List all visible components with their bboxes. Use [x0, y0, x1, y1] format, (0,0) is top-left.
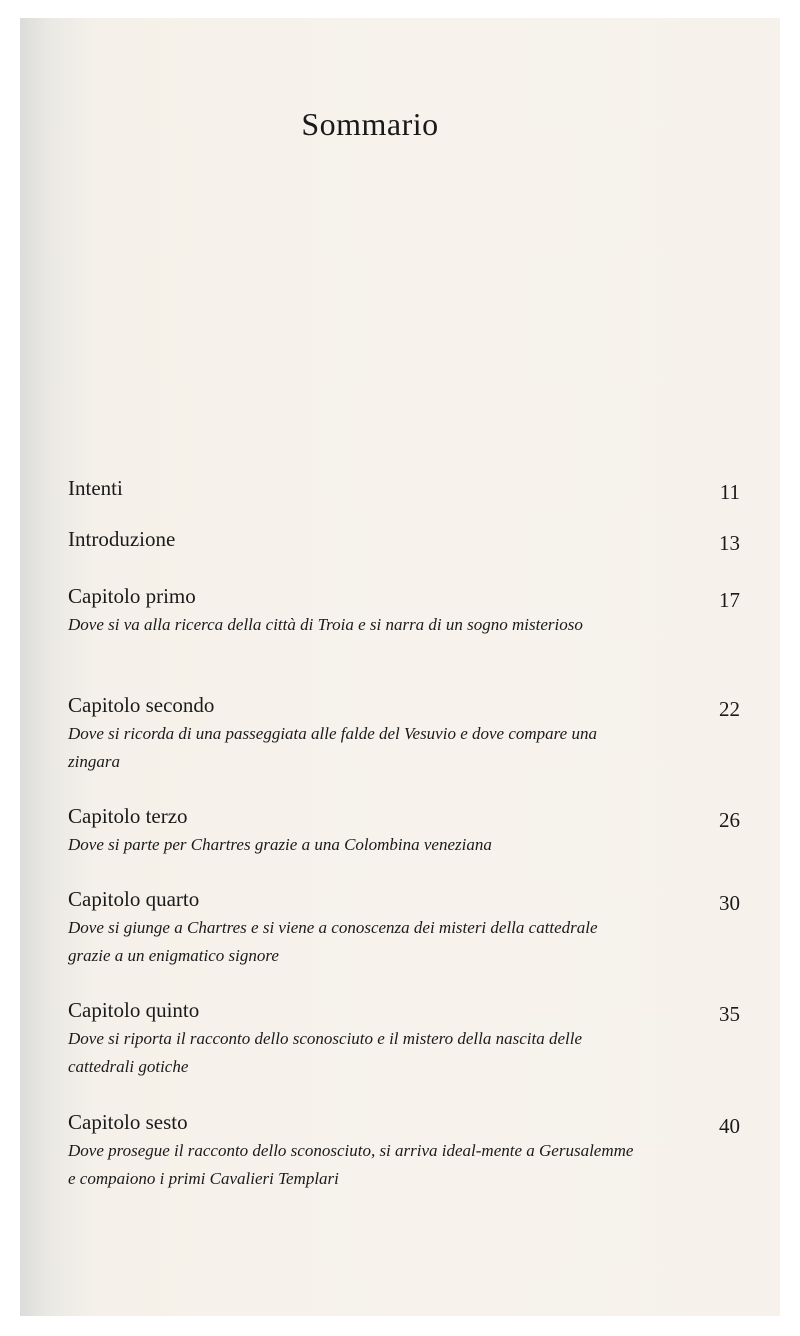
- entry-page-number: 30: [719, 891, 740, 915]
- entry-description: Dove si riporta il racconto dello sconosciuto e il mistero della nascita delle cattedrali gotiche: [68, 1029, 583, 1076]
- entry-description: Dove si ricorda di una passeggiata alle falde del Vesuvio e dove compare una zingara: [68, 724, 597, 771]
- toc-entry-capitolo-secondo: [68, 690, 740, 776]
- entry-description: Dove prosegue il racconto dello sconosciuto, si arriva ideal-mente a Gerusalemme e compaiono i primi Cavalieri Templari: [68, 1141, 634, 1188]
- entry-page-number: 26: [719, 808, 740, 832]
- toc-entry-intenti: [68, 473, 740, 503]
- entry-title: Capitolo sesto: [68, 1110, 188, 1134]
- entry-title: Introduzione: [68, 527, 176, 551]
- entry-page-number: 35: [719, 1002, 740, 1026]
- entry-page-number: 11: [719, 480, 740, 504]
- toc-entry-capitolo-sesto: [68, 1107, 740, 1193]
- entry-description: Dove si giunge a Chartres e si viene a conoscenza dei misteri della cattedrale grazie a un enigmatico signore: [68, 918, 598, 965]
- entry-title: Capitolo secondo: [68, 693, 215, 717]
- entry-page-number: 22: [719, 697, 740, 721]
- entry-page-number: 17: [719, 588, 740, 612]
- entry-title: Capitolo primo: [68, 584, 196, 608]
- entry-page-number: 13: [719, 531, 740, 555]
- entry-description: Dove si parte per Chartres grazie a una Colombina veneziana: [68, 835, 492, 854]
- toc-entry-capitolo-primo: [68, 581, 740, 639]
- entry-page-number: 40: [719, 1114, 740, 1138]
- entry-description: Dove si va alla ricerca della città di Troia e si narra di un sogno misterioso: [68, 615, 583, 634]
- toc-entry-capitolo-quinto: [68, 995, 740, 1081]
- toc-entry-capitolo-quarto: [68, 884, 740, 970]
- entry-title: Intenti: [68, 476, 123, 500]
- toc-entry-introduzione: [68, 524, 740, 554]
- toc-entry-capitolo-terzo: [68, 801, 740, 859]
- book-page: [20, 18, 780, 1316]
- entry-title: Capitolo quarto: [68, 887, 200, 911]
- entry-title: Capitolo terzo: [68, 804, 188, 828]
- entry-title: Capitolo quinto: [68, 998, 200, 1022]
- page-title: Sommario: [301, 106, 439, 142]
